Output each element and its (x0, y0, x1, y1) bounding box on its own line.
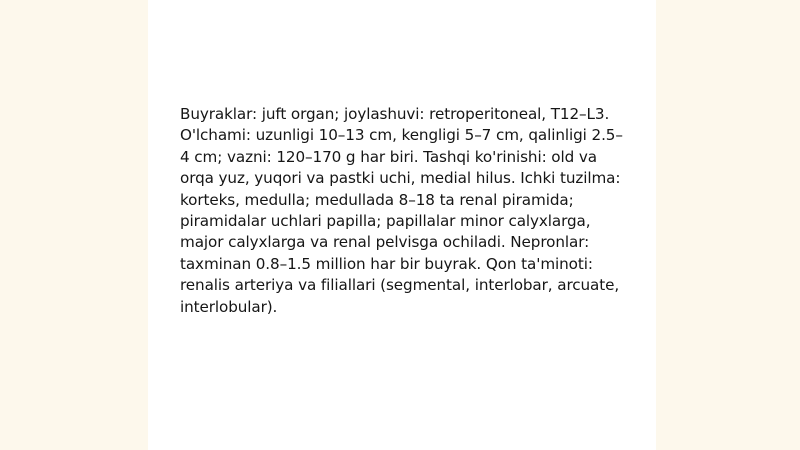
body-paragraph: Buyraklar: juft organ; joylashuvi: retroperitoneal, T12–L3. O'lchami: uzunligi 10–13 cm, kengligi 5–7 cm, qalinligi 2.5–4 cm; vazni: 120–170 g har biri. Tashqi ko'rinishi: old va orqa yuz, yuqori va pastki uchi, medial hilus. Ichki tuzilma: korteks, medulla; medullada 8–18 ta renal piramida; piramidalar uchlari papilla; papillalar minor calyxlarga, major calyxlarga va renal pelvisga ochiladi. Nepronlar: taxminan 0.8–1.5 million har bir buyrak. Qon ta'minoti: renalis arteriya va filiallari (segmental, interlobar, arcuate, interlobular). (180, 105, 623, 316)
document-page (148, 0, 656, 450)
